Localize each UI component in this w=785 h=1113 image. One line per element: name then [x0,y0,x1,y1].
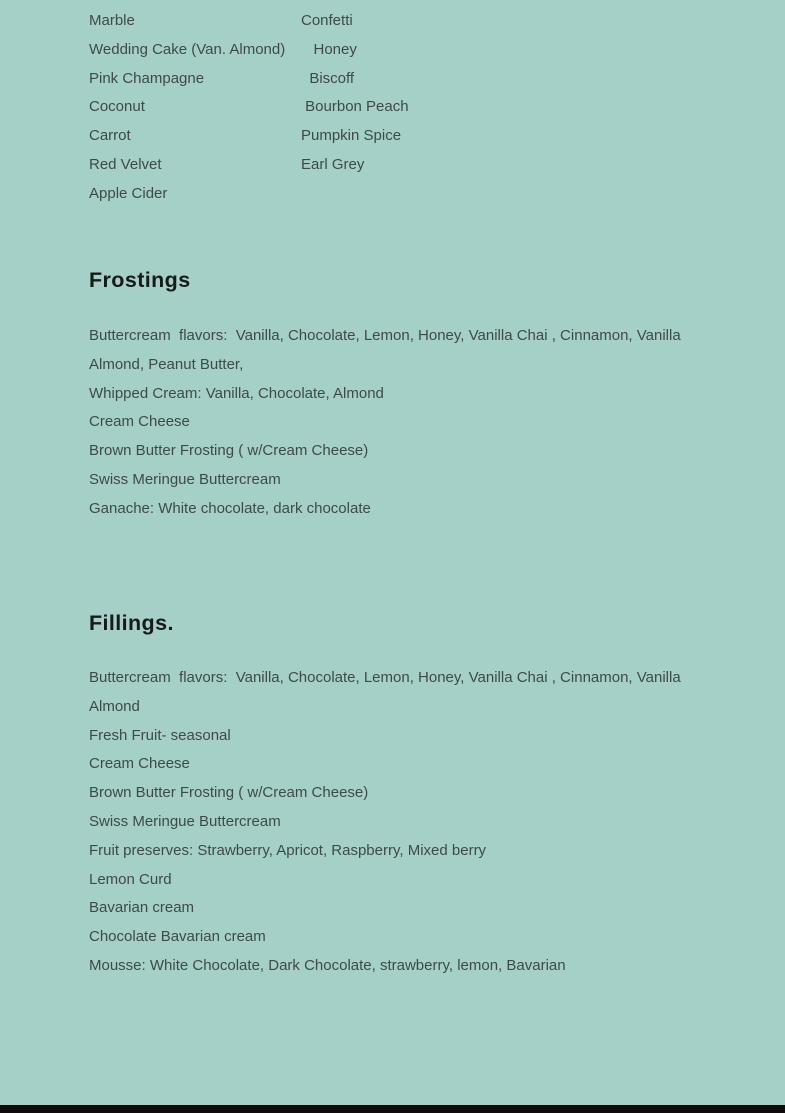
fillings-line: Fruit preserves: Strawberry, Apricot, Raspberry, Mixed berry [89,841,487,859]
fillings-line: Swiss Meringue Buttercream [89,812,281,830]
frostings-line: Whipped Cream: Vanilla, Chocolate, Almond [89,384,384,402]
fillings-heading: Fillings. [89,611,174,635]
cake-flavors-list [89,7,755,209]
flavor-item: Coconut [89,98,145,116]
frostings-line: Buttercream flavors: Vanilla, Chocolate, Lemon, Honey, Vanilla Chai , Cinnamon, Vanilla [89,327,681,344]
fillings-list [89,664,725,981]
fillings-line: Almond [89,697,140,715]
fillings-line: Lemon Curd [89,870,172,888]
fillings-line: Fresh Fruit- seasonal [89,726,231,744]
flavor-item: Marble [89,12,135,29]
fillings-line: Brown Butter Frosting ( w/Cream Cheese) [89,784,369,802]
flavor-row [89,180,755,209]
flavor-item: Bourbon Peach [301,98,409,116]
flavor-row [89,36,755,65]
footer-bar [0,1105,785,1113]
frostings-line: Almond, Peanut Butter, [89,355,244,373]
flavor-item: Apple Cider [89,184,168,202]
flavor-item: Wedding Cake (Van. Almond) [89,40,286,58]
fillings-line: Mousse: White Chocolate, Dark Chocolate, strawberry, lemon, Bavarian [89,956,566,974]
flavor-item: Pink Champagne [89,69,205,87]
fillings-line: Cream Cheese [89,755,190,773]
frostings-line: Brown Butter Frosting ( w/Cream Cheese) [89,442,369,460]
flavor-row [89,7,755,36]
flavor-item: Red Velvet [89,155,162,173]
flavor-item: Pumpkin Spice [301,127,402,145]
frostings-heading: Frostings [89,268,191,292]
flavor-row [89,122,755,151]
frostings-list [89,322,725,524]
frostings-line: Cream Cheese [89,413,190,431]
flavor-row [89,65,755,94]
flavor-item: Carrot [89,127,131,145]
flavor-item: Biscoff [301,69,355,87]
flavor-item: Honey [301,40,357,58]
frostings-line: Ganache: White chocolate, dark chocolate [89,499,371,517]
fillings-line: Bavarian cream [89,899,195,917]
fillings-line: Chocolate Bavarian cream [89,928,266,946]
flavor-item: Confetti [301,12,353,29]
flavor-row [89,93,755,122]
flavor-item: Earl Grey [301,155,365,173]
frostings-line: Swiss Meringue Buttercream [89,470,281,488]
flavor-row [89,151,755,180]
fillings-line: Buttercream flavors: Vanilla, Chocolate, Lemon, Honey, Vanilla Chai , Cinnamon, Vanilla [89,669,681,686]
